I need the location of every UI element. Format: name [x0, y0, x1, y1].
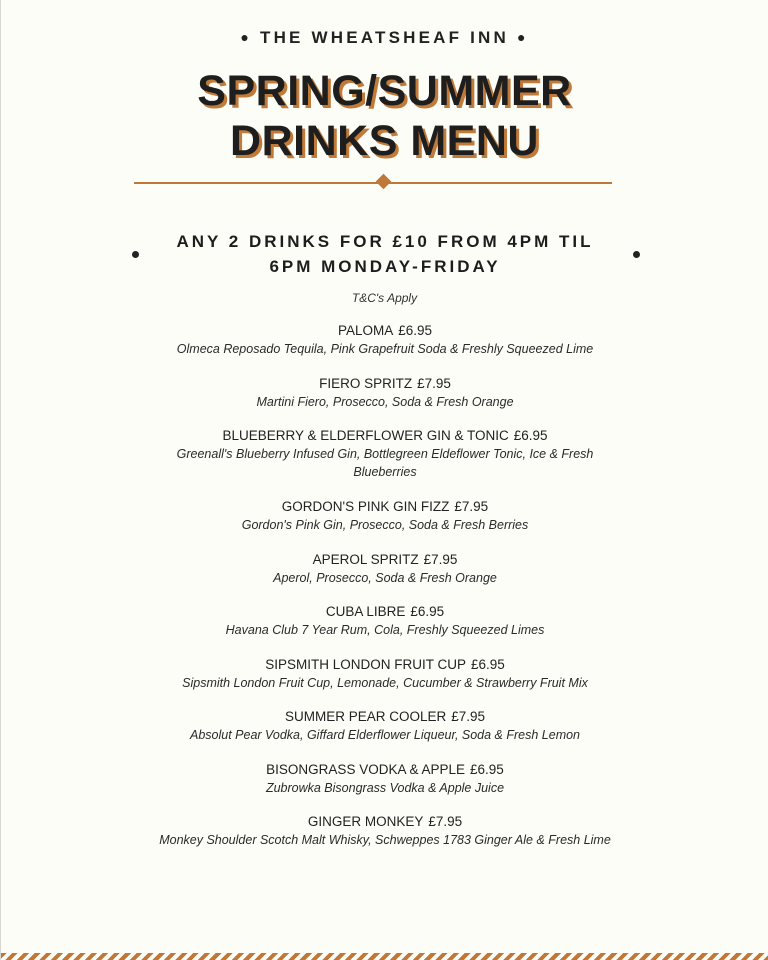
drink-item: [91, 322, 679, 375]
drink-name: GINGER MONKEY: [307, 814, 424, 829]
drink-description: Monkey Shoulder Scotch Malt Whisky, Schweppes 1783 Ginger Ale & Fresh Lime: [159, 833, 611, 847]
title-line-2: DRINKS MENU: [230, 117, 539, 165]
drink-item: [91, 427, 679, 498]
offer-banner: [121, 229, 649, 279]
drink-item: [91, 813, 679, 866]
title-line-1: SPRING/SUMMER: [197, 67, 572, 115]
drink-price: £6.95: [410, 604, 445, 619]
drink-name: BLUEBERRY & ELDERFLOWER GIN & TONIC: [222, 428, 509, 443]
drink-name: GORDON'S PINK GIN FIZZ: [281, 499, 450, 514]
drink-price: £7.95: [417, 375, 451, 391]
drink-price: £6.95: [513, 428, 548, 443]
bullet-icon: [633, 251, 640, 258]
divider-line: [134, 182, 612, 184]
drink-description: Martini Fiero, Prosecco, Soda & Fresh Orange: [256, 394, 514, 409]
drink-name: APEROL SPRITZ: [312, 551, 419, 567]
drink-description: Havana Club 7 Year Rum, Cola, Freshly Squeezed Limes: [225, 623, 545, 637]
decorative-border: [1, 953, 768, 960]
drink-price: £7.95: [423, 551, 458, 567]
drink-description: Olmeca Reposado Tequila, Pink Grapefruit Soda & Freshly Squeezed Lime: [176, 342, 594, 356]
dot-icon: ●: [240, 29, 252, 45]
drink-description: Absolut Pear Vodka, Giffard Elderflower Liqueur, Soda & Fresh Lemon: [189, 728, 581, 742]
inn-name: [1, 28, 768, 48]
dot-icon: ●: [517, 29, 529, 45]
terms-note: T&C's Apply: [351, 291, 418, 305]
drink-description: Greenall's Blueberry Infused Gin, Bottlegreen Eldeflower Tonic, Ice & Fresh Blueberries: [176, 447, 594, 479]
page-title: [1, 66, 768, 166]
drink-price: £6.95: [470, 761, 504, 777]
drink-name: CUBA LIBRE: [325, 604, 406, 619]
drink-name: SIPSMITH LONDON FRUIT CUP: [265, 656, 466, 672]
offer-line-2: 6PM MONDAY-FRIDAY: [269, 257, 501, 276]
drink-description: Gordon's Pink Gin, Prosecco, Soda & Fresh Berries: [241, 518, 529, 532]
drink-price: £7.95: [454, 499, 489, 514]
drink-description: Aperol, Prosecco, Soda & Fresh Orange: [273, 570, 497, 585]
drink-price: £7.95: [428, 814, 463, 829]
drink-item: [91, 498, 679, 551]
diamond-icon: [376, 174, 392, 190]
drink-description: Zubrowka Bisongrass Vodka & Apple Juice: [265, 780, 505, 795]
drink-item: [91, 656, 679, 709]
inn-name-text: THE WHEATSHEAF INN: [260, 28, 509, 47]
drink-item: [91, 551, 679, 604]
drink-item: [91, 603, 679, 656]
drink-price: £7.95: [451, 709, 486, 724]
drink-name: BISONGRASS VODKA & APPLE: [266, 761, 466, 777]
drink-item: [91, 761, 679, 814]
drink-name: FIERO SPRITZ: [319, 375, 413, 391]
drink-price: £6.95: [470, 656, 505, 672]
drink-price: £6.95: [398, 323, 433, 338]
drink-item: [91, 708, 679, 761]
drink-description: Sipsmith London Fruit Cup, Lemonade, Cucumber & Strawberry Fruit Mix: [182, 675, 588, 690]
drink-name: PALOMA: [337, 323, 394, 338]
drink-item: [91, 375, 679, 428]
offer-line-1: ANY 2 DRINKS FOR £10 FROM 4PM TIL: [176, 232, 594, 251]
drinks-list: [91, 322, 679, 866]
drink-name: SUMMER PEAR COOLER: [284, 709, 447, 724]
